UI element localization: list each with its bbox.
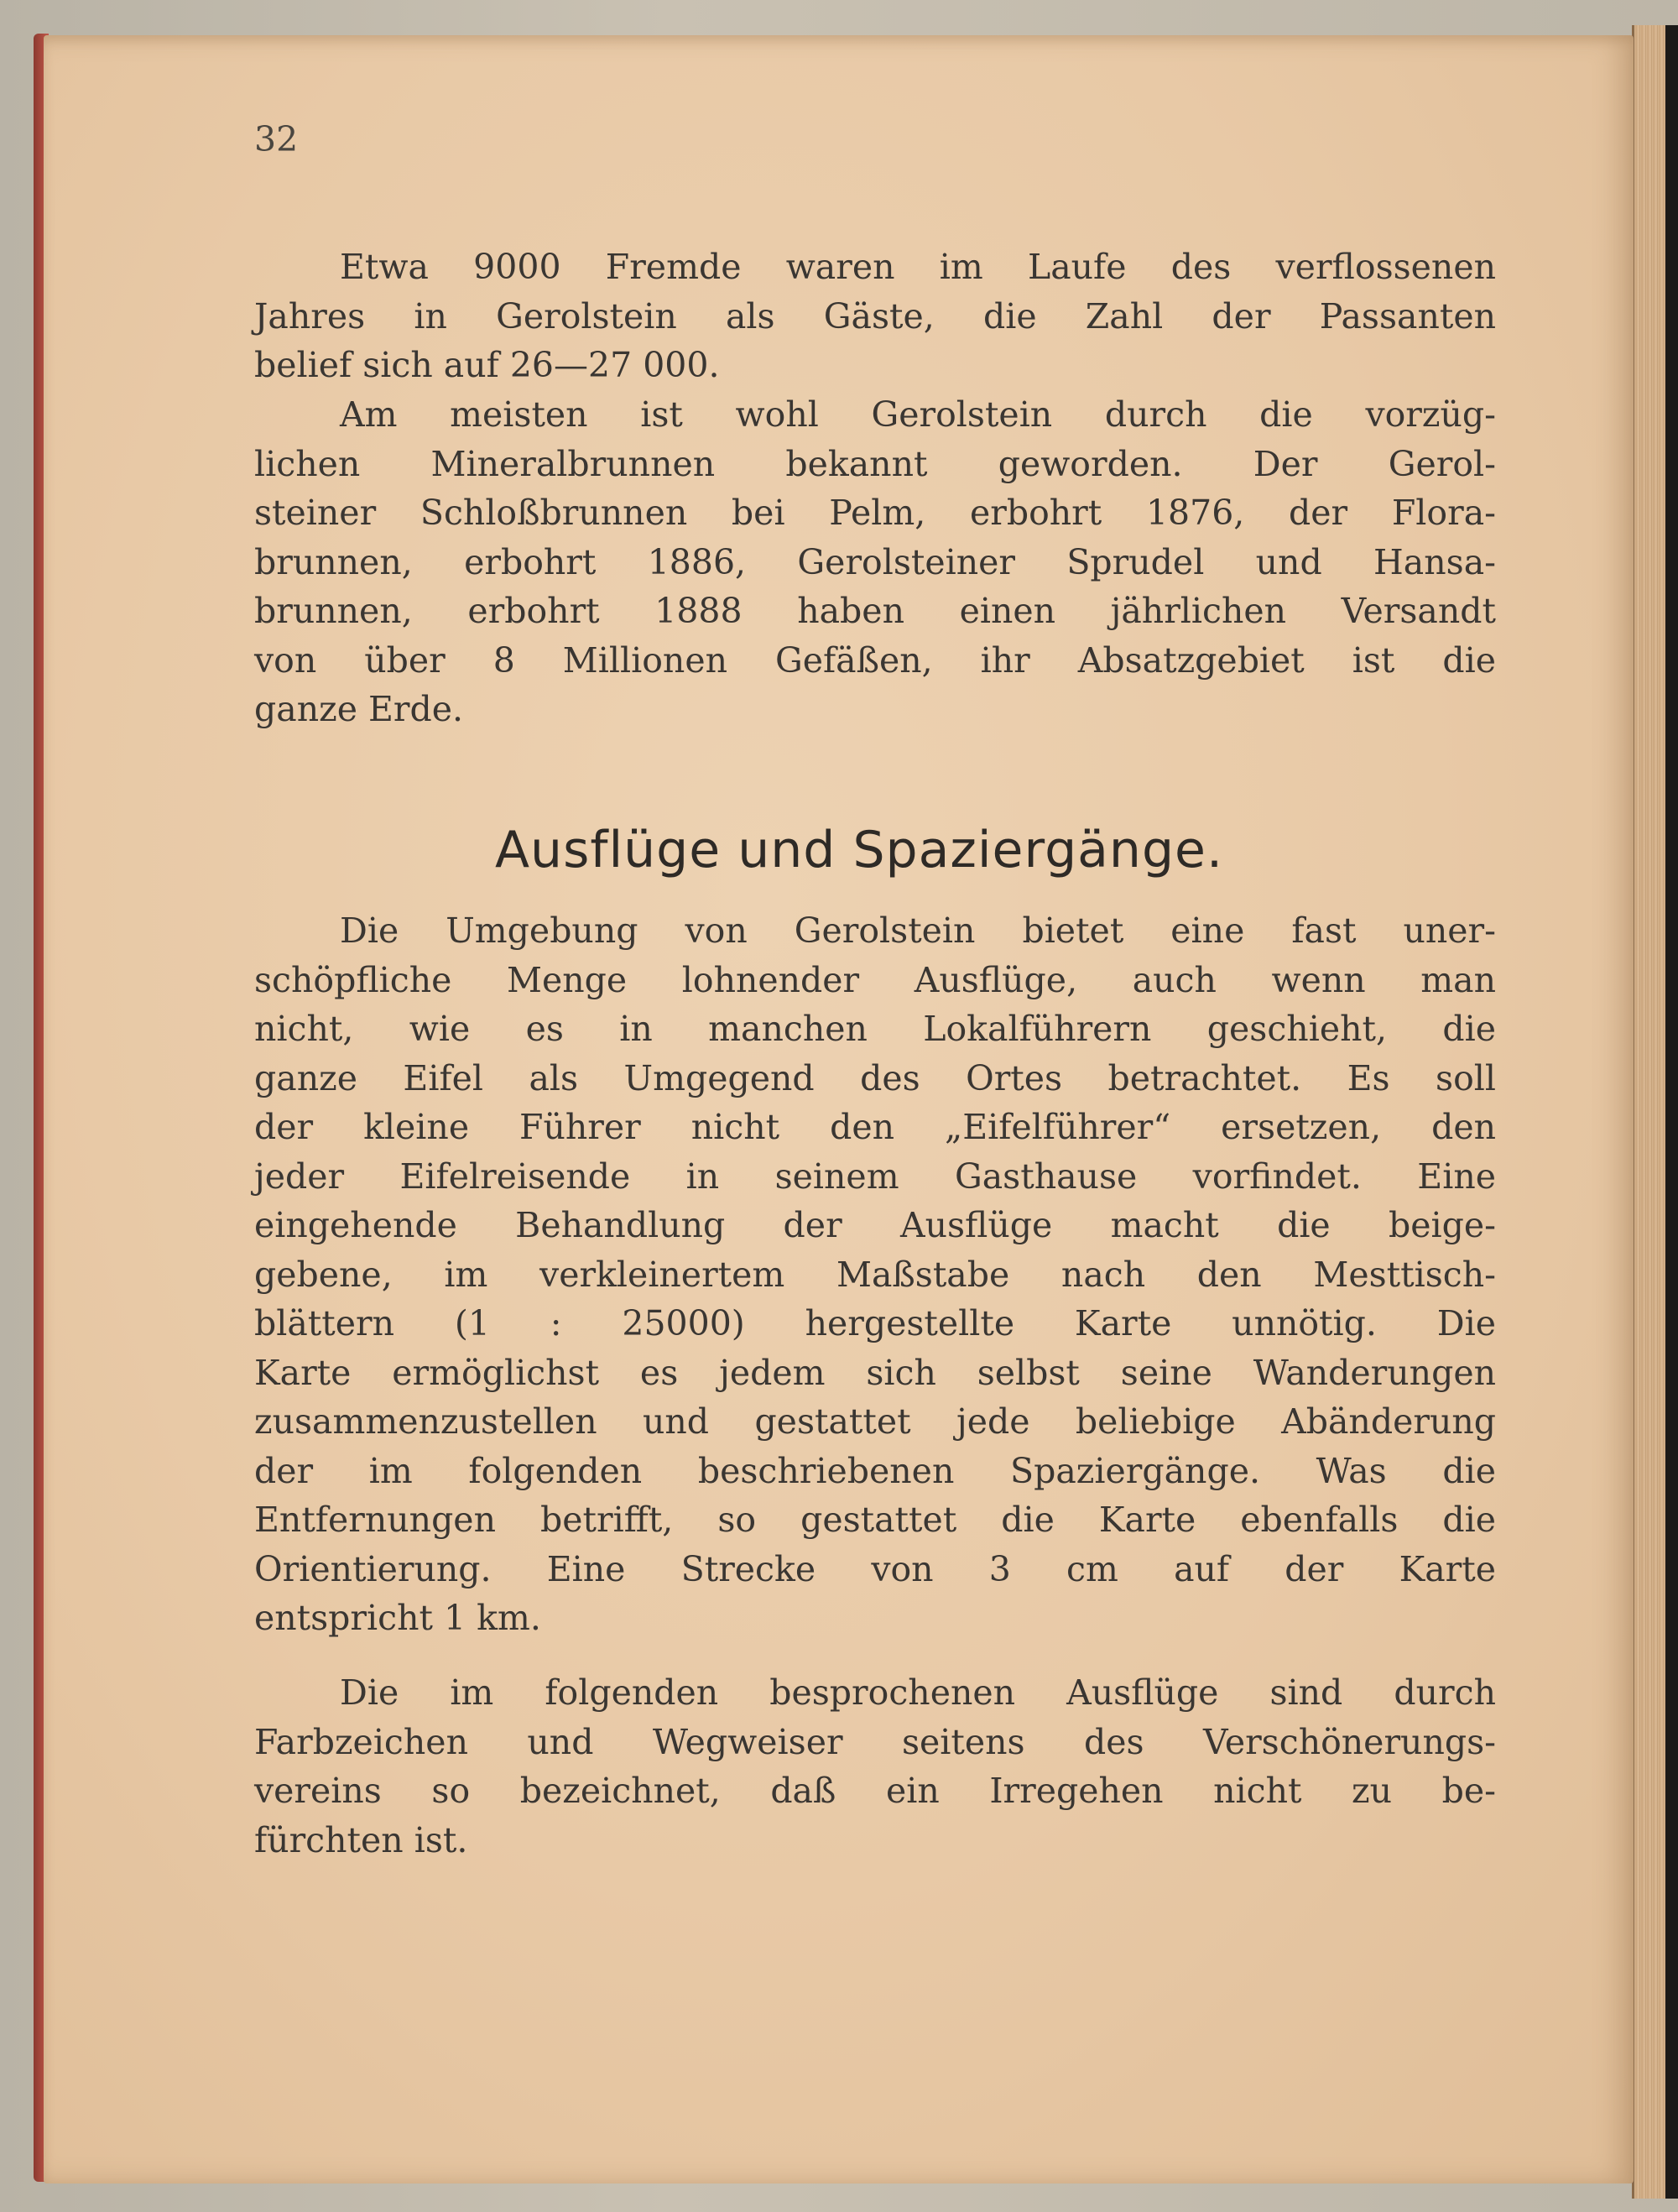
text-line: von über 8 Millionen Gefäßen, ihr Absatzgebiet ist die [254,639,1496,681]
text-line: Die im folgenden besprochenen Ausflüge sind durch [340,1672,1496,1713]
text-line: Farbzeichen und Wegweiser seitens des Verschönerungs- [254,1721,1496,1762]
paragraph-trail-markings [254,1668,1496,1865]
text-line: nicht, wie es in manchen Lokalführern geschieht, die [254,1009,1496,1049]
text-line: der kleine Führer nicht den „Eifelführer“ ersetzen, den [254,1107,1496,1147]
text-line: Karte ermöglichst es jedem sich selbst seine Wanderungen [254,1352,1496,1393]
text-line: Entfernungen betrifft, so gestattet die Karte ebenfalls die [254,1500,1496,1540]
paragraph-surroundings [254,906,1496,1643]
text-line: fürchten ist. [254,1819,468,1860]
text-line: ganze Eifel als Umgegend des Ortes betrachtet. Es soll [254,1057,1496,1098]
text-line: jeder Eifelreisende in seinem Gasthause vorfindet. Eine [254,1156,1496,1197]
text-line: gebene, im verkleinertem Maßstabe nach den Mesttisch- [254,1254,1496,1295]
text-line: vereins so bezeichnet, daß ein Irregehen nicht zu be- [254,1771,1496,1811]
text-line: lichen Mineralbrunnen bekannt geworden. Der Gerol- [254,443,1496,484]
text-line: eingehende Behandlung der Ausflüge macht die beige- [254,1205,1496,1245]
text-line: entspricht 1 km. [254,1598,541,1638]
page-number: 32 [254,119,299,159]
section-heading: Ausflüge und Spaziergänge. [495,821,1224,879]
text-line: Jahres in Gerolstein als Gäste, die Zahl der Passanten [254,295,1496,336]
text-line: belief sich auf 26—27 000. [254,345,720,385]
paragraph-visitors [254,243,1496,390]
text-line: der im folgenden beschriebenen Spaziergänge. Was die [254,1450,1496,1491]
text-line: Die Umgebung von Gerolstein bietet eine fast uner- [340,910,1496,951]
text-line: Am meisten ist wohl Gerolstein durch die vorzüg- [340,394,1496,435]
text-line: brunnen, erbohrt 1888 haben einen jährlichen Versandt [254,591,1496,631]
book-spine [1665,25,1678,2199]
text-line: ganze Erde. [254,689,464,729]
text-line: schöpfliche Menge lohnender Ausflüge, auch wenn man [254,959,1496,1000]
text-line: blättern (1 : 25000) hergestellte Karte unnötig. Die [254,1303,1496,1343]
text-line: Etwa 9000 Fremde waren im Laufe des verflossenen [340,247,1496,287]
paragraph-mineral-springs [254,390,1496,734]
text-line: steiner Schloßbrunnen bei Pelm, erbohrt 1876, der Flora- [254,493,1496,533]
text-line: brunnen, erbohrt 1886, Gerolsteiner Sprudel und Hansa- [254,541,1496,582]
text-line: Orientierung. Eine Strecke von 3 cm auf der Karte [254,1548,1496,1589]
text-line: zusammenzustellen und gestattet jede beliebige Abänderung [254,1401,1496,1442]
page-stack-edge [1632,25,1678,2199]
